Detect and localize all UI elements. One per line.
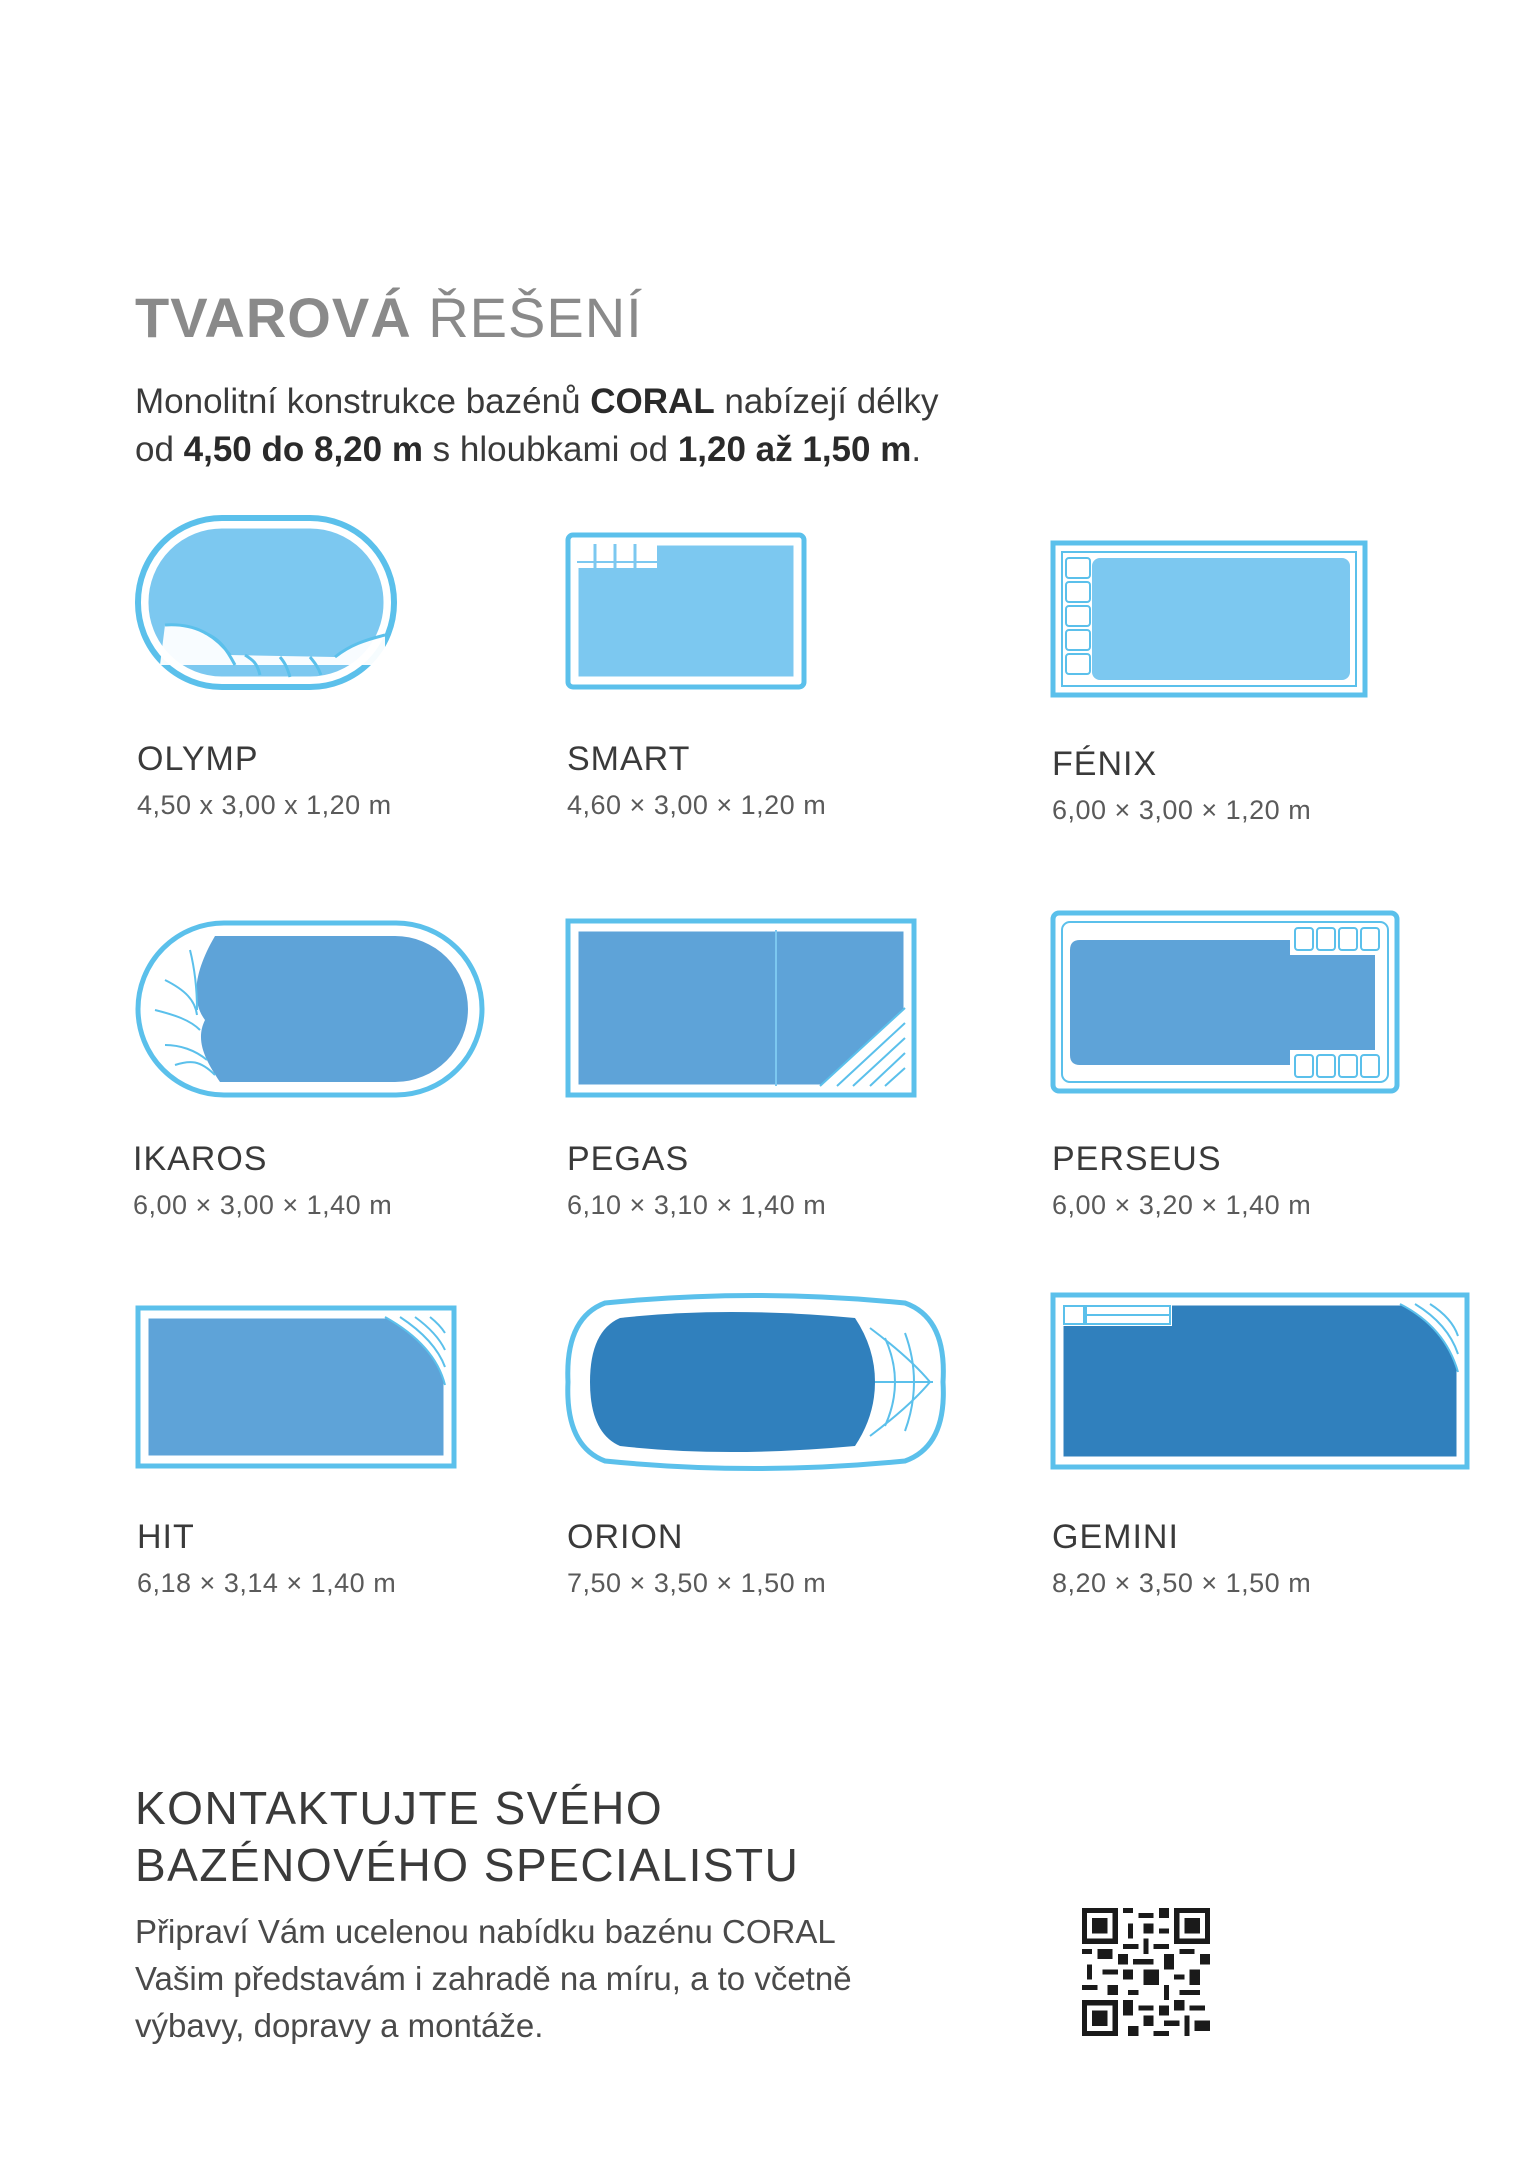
pool-perseus-shape-icon (1050, 910, 1400, 1094)
pool-olymp-shape-icon (135, 515, 397, 690)
pool-dimensions: 7,50 × 3,50 × 1,50 m (567, 1568, 827, 1598)
pool-name: GEMINI (1052, 1518, 1179, 1556)
pool-name: PEGAS (567, 1140, 690, 1178)
pool-gemini-shape-icon (1050, 1292, 1470, 1470)
pool-name: FÉNIX (1052, 745, 1158, 783)
pool-dimensions: 6,18 × 3,14 × 1,40 m (137, 1568, 397, 1598)
page-title-bold: TVAROVÁ (135, 286, 412, 349)
pool-dimensions: 4,50 x 3,00 x 1,20 m (137, 790, 392, 820)
pool-dimensions: 4,60 × 3,00 × 1,20 m (567, 790, 827, 820)
pool-fenix-shape-icon (1050, 540, 1368, 698)
pool-ikaros-shape-icon (135, 920, 485, 1098)
pool-name: OLYMP (137, 740, 259, 778)
pool-pegas-shape-icon (565, 918, 917, 1098)
intro-text: Monolitní konstrukce bazénů CORAL nabízejí délky od 4,50 do 8,20 m s hloubkami od 1,20 až 1,50 m. (135, 382, 939, 469)
pool-hit-shape-icon (135, 1305, 457, 1469)
qr-code-icon[interactable] (1082, 1908, 1210, 2036)
page-title-light: ŘEŠENÍ (428, 286, 643, 349)
pool-name: IKAROS (133, 1140, 268, 1178)
pool-name: HIT (137, 1518, 195, 1556)
pool-dimensions: 6,10 × 3,10 × 1,40 m (567, 1190, 827, 1220)
pool-name: PERSEUS (1052, 1140, 1222, 1178)
pool-orion-shape-icon (565, 1298, 947, 1466)
contact-text: Připraví Vám ucelenou nabídku bazénu CORAL Vašim představám i zahradě na míru, a to včetně výbavy, dopravy a montáže. (135, 1913, 852, 2044)
page-title (135, 286, 643, 349)
pool-dimensions: 8,20 × 3,50 × 1,50 m (1052, 1568, 1312, 1598)
pool-dimensions: 6,00 × 3,00 × 1,40 m (133, 1190, 393, 1220)
contact-title: KONTAKTUJTE SVÉHO BAZÉNOVÉHO SPECIALISTU (135, 1782, 800, 1891)
pool-name: SMART (567, 740, 691, 778)
pool-name: ORION (567, 1518, 684, 1556)
pool-smart-shape-icon (565, 532, 807, 690)
pool-dimensions: 6,00 × 3,00 × 1,20 m (1052, 795, 1312, 825)
pool-dimensions: 6,00 × 3,20 × 1,40 m (1052, 1190, 1312, 1220)
